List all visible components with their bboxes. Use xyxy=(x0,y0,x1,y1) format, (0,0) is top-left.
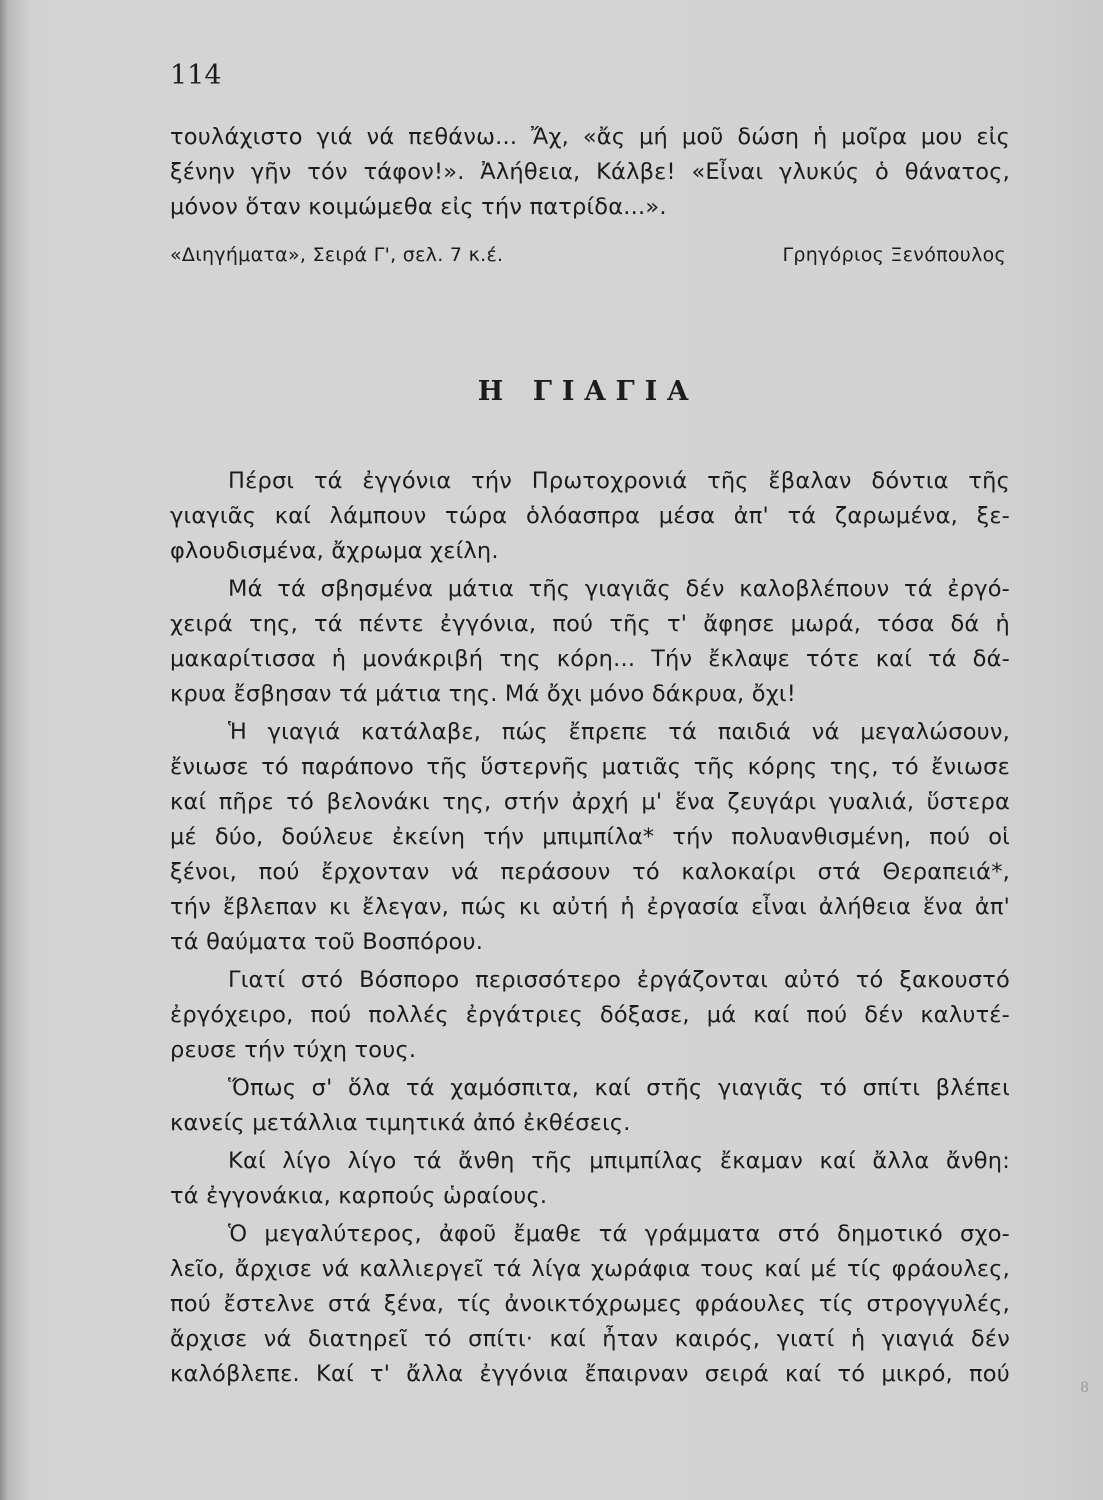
text-line: Καί λίγο λίγο τά ἄνθη τῆς μπιμπίλας ἔκαμαν καί ἄλλα ἄνθη: xyxy=(228,1148,1010,1174)
text-line: Ἡ γιαγιά κατάλαβε, πώς ἔπρεπε τά παιδιά νά μεγαλώσουν, xyxy=(228,719,1010,745)
paragraph xyxy=(170,1217,1010,1392)
paragraph xyxy=(170,464,1010,569)
paragraph xyxy=(170,1144,1010,1214)
text-line: ἐργόχειρο, πού πολλές ἐργάτριες δόξασε, μά καί πού δέν καλυτέ- xyxy=(170,1002,1010,1028)
text-line: τουλάχιστο γιά νά πεθάνω... Ἄχ, «ἄς μή μοῦ δώση ἡ μοῖρα μου εἰς xyxy=(170,124,1010,150)
paragraph xyxy=(170,963,1010,1068)
edge-mark: 8 xyxy=(1080,1380,1089,1396)
text-line: κανείς μετάλλια τιμητικά ἀπό ἐκθέσεις. xyxy=(170,1110,631,1136)
page-number: 114 xyxy=(170,60,222,91)
text-line: γιαγιᾶς καί λάμπουν τώρα ὁλόασπρα μέσα ἀπ' τά ζαρωμένα, ξε- xyxy=(170,503,1010,529)
story-title: Η ΓΙΑΓΙΑ xyxy=(477,376,699,407)
text-line: ξένοι, πού ἔρχονταν νά περάσουν τό καλοκαίρι στά Θεραπειά*, xyxy=(170,859,1010,885)
text-line: μέ δύο, δούλευε ἐκείνη τήν μπιμπίλα* τήν πολυανθισμένη, πού οἱ xyxy=(170,824,1010,850)
text-line: ἄρχισε νά διατηρεῖ τό σπίτι· καί ἦταν καιρός, γιατί ἡ γιαγιά δέν xyxy=(170,1326,1010,1352)
text-line: λεῖο, ἄρχισε νά καλλιεργεῖ τά λίγα χωράφια τους καί μέ τίς φράουλες, xyxy=(170,1256,1010,1282)
source-citation: «Διηγήματα», Σειρά Γ', σελ. 7 κ.έ. xyxy=(170,244,504,266)
text-line: φλουδισμένα, ἄχρωμα χείλη. xyxy=(170,538,499,564)
text-line: καλόβλεπε. Καί τ' ἄλλα ἐγγόνια ἔπαιρναν σειρά καί τό μικρό, πού xyxy=(170,1361,1010,1387)
story-body xyxy=(170,464,1010,1392)
text-line: ρευσε τήν τύχη τους. xyxy=(170,1037,417,1063)
paragraph xyxy=(170,715,1010,960)
text-line: κρυα ἔσβησαν τά μάτια της. Μά ὄχι μόνο δάκρυα, ὄχι! xyxy=(170,681,796,707)
intro-passage xyxy=(170,120,1010,225)
text-line: Πέρσι τά ἐγγόνια τήν Πρωτοχρονιά τῆς ἔβαλαν δόντια τῆς xyxy=(228,468,1010,494)
text-line: Γιατί στό Βόσπορο περισσότερο ἐργάζονται αὐτό τό ξακουστό xyxy=(228,967,1010,993)
text-line: καί πῆρε τό βελονάκι της, στήν ἀρχή μ' ἕνα ζευγάρι γυαλιά, ὕστερα xyxy=(170,789,1010,815)
source-author: Γρηγόριος Ξενόπουλος xyxy=(782,244,1006,266)
source-attribution xyxy=(170,244,1006,266)
text-line: τά θαύματα τοῦ Βοσπόρου. xyxy=(170,929,484,955)
paragraph xyxy=(170,572,1010,712)
text-line: χειρά της, τά πέντε ἐγγόνια, πού τῆς τ' ἄφησε μωρά, τόσα δά ἡ xyxy=(170,611,1010,637)
text-line: πού ἔστελνε στά ξένα, τίς ἀνοικτόχρωμες φράουλες τίς στρογγυλές, xyxy=(170,1291,1010,1317)
text-line: Μά τά σβησμένα μάτια τῆς γιαγιᾶς δέν καλοβλέπουν τά ἐργό- xyxy=(228,576,1010,602)
text-line: Ὅπως σ' ὅλα τά χαμόσπιτα, καί στῆς γιαγιᾶς τό σπίτι βλέπει xyxy=(228,1075,1010,1101)
text-line: ἔνιωσε τό παράπονο τῆς ὕστερνῆς ματιᾶς τῆς κόρης της, τό ἔνιωσε xyxy=(170,754,1010,780)
text-line: Ὁ μεγαλύτερος, ἀφοῦ ἔμαθε τά γράμματα στό δημοτικό σχο- xyxy=(228,1221,1010,1247)
text-line: ξένην γῆν τόν τάφον!». Ἀλήθεια, Κάλβε! «Εἶναι γλυκύς ὁ θάνατος, xyxy=(170,159,1010,185)
paragraph xyxy=(170,1071,1010,1141)
text-line: τήν ἔβλεπαν κι ἔλεγαν, πώς κι αὐτή ἡ ἐργασία εἶναι ἀλήθεια ἕνα ἀπ' xyxy=(170,894,1010,920)
text-line: τά ἐγγονάκια, καρπούς ὡραίους. xyxy=(170,1183,548,1209)
text-line: μόνον ὅταν κοιμώμεθα εἰς τήν πατρίδα...». xyxy=(170,194,667,220)
text-line: μακαρίτισσα ἡ μονάκριβή της κόρη... Τήν ἔκλαψε τότε καί τά δά- xyxy=(170,646,1010,672)
